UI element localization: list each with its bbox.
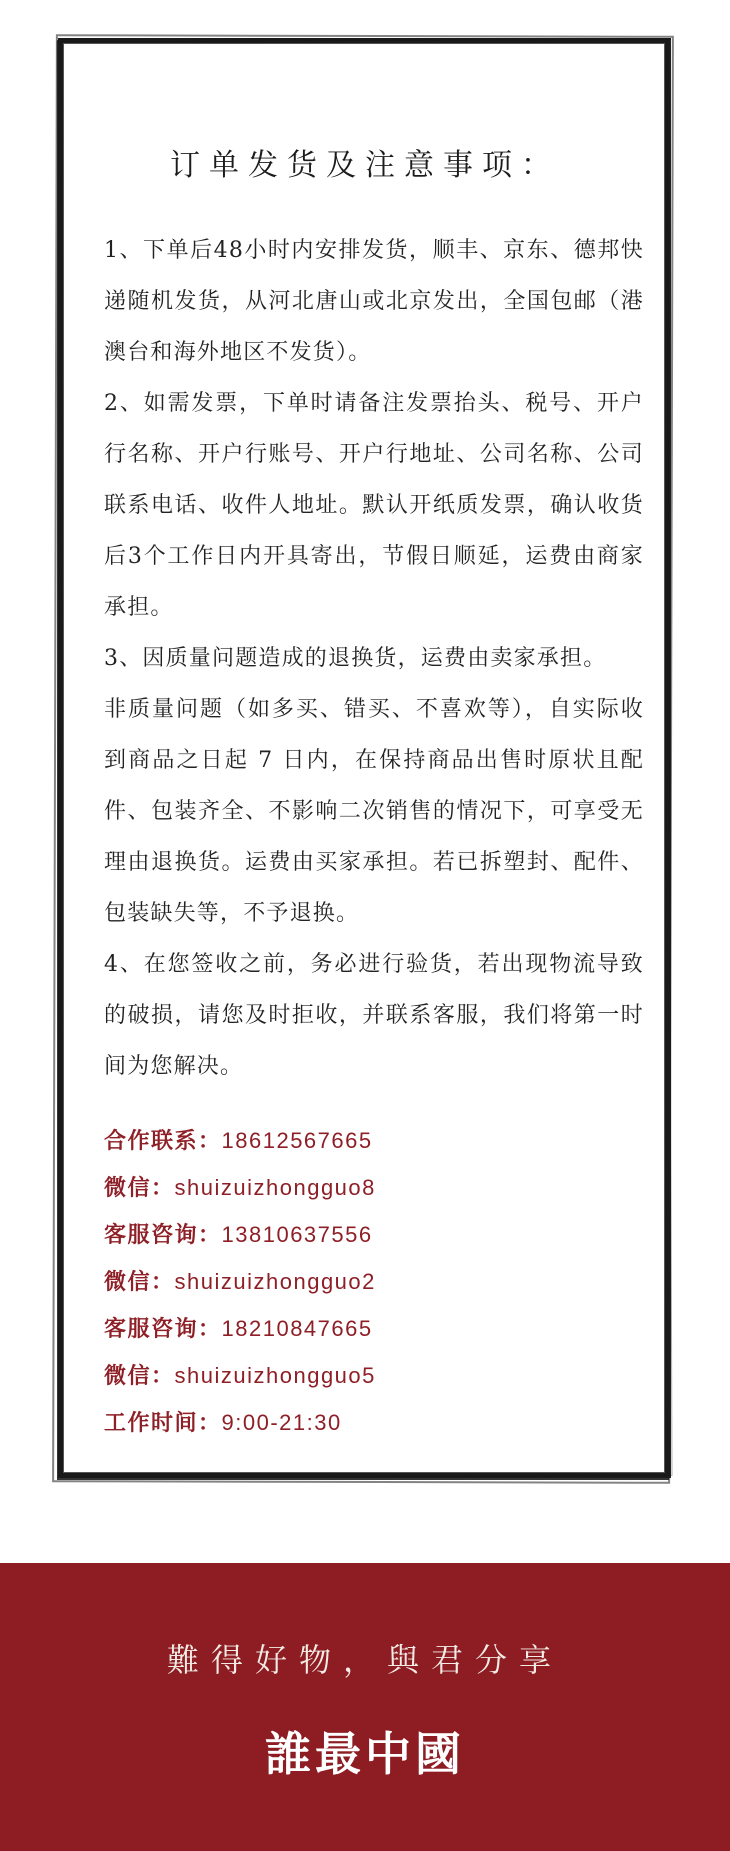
contact-row-cooperation (104, 1117, 604, 1164)
contact-value: 9:00-21:30 (221, 1410, 342, 1435)
contact-value: 18210847665 (221, 1316, 373, 1341)
page-title: 订单发货及注意事项： (170, 148, 560, 183)
contact-label: 微信： (104, 1175, 175, 1200)
contact-list (104, 1117, 604, 1446)
footer-banner (0, 1563, 730, 1851)
contact-row-service (104, 1211, 604, 1258)
contact-label: 微信： (104, 1363, 175, 1388)
contact-label: 客服咨询： (104, 1222, 222, 1247)
contact-value: 13810637556 (221, 1222, 373, 1247)
contact-value: shuizuizhongguo2 (174, 1269, 376, 1294)
notice-paragraph-non-quality-return: 非质量问题（如多买、错买、不喜欢等），自实际收到商品之日起 7 日内，在保持商品出售时原状且配件、包装齐全、不影响二次销售的情况下，可享受无理由退换货。运费由买家承担。若已拆塑封、配件、包装缺失等，不予退换。 (104, 697, 644, 926)
contact-value: shuizuizhongguo5 (174, 1363, 376, 1388)
brand-logo-text: 誰最中國 (265, 1727, 465, 1781)
contact-value: 18612567665 (221, 1128, 373, 1153)
contact-label: 工作时间： (104, 1410, 222, 1435)
contact-value: shuizuizhongguo8 (174, 1175, 376, 1200)
notice-paragraph-invoice: 2、如需发票，下单时请备注发票抬头、税号、开户行名称、开户行账号、开户行地址、公司名称、公司联系电话、收件人地址。默认开纸质发票，确认收货后3个工作日内开具寄出，节假日顺延，运费由商家承担。 (104, 391, 644, 620)
contact-label: 客服咨询： (104, 1316, 222, 1341)
contact-row-hours (104, 1399, 604, 1446)
notice-paragraph-inspection: 4、在您签收之前，务必进行验货，若出现物流导致的破损，请您及时拒收，并联系客服，我们将第一时间为您解决。 (104, 952, 644, 1079)
footer-slogan: 難得好物，與君分享 (166, 1641, 563, 1679)
contact-row-wechat (104, 1258, 604, 1305)
notice-paragraph-quality-return: 3、因质量问题造成的退换货，运费由卖家承担。 (104, 646, 607, 671)
contact-label: 微信： (104, 1269, 175, 1294)
contact-row-service (104, 1305, 604, 1352)
contact-row-wechat (104, 1352, 604, 1399)
contact-row-wechat (104, 1164, 604, 1211)
notice-body (104, 225, 644, 1092)
contact-label: 合作联系： (104, 1128, 222, 1153)
notice-paragraph-shipping: 1、下单后48小时内安排发货，顺丰、京东、德邦快递随机发货，从河北唐山或北京发出，全国包邮（港澳台和海外地区不发货）。 (104, 238, 644, 365)
